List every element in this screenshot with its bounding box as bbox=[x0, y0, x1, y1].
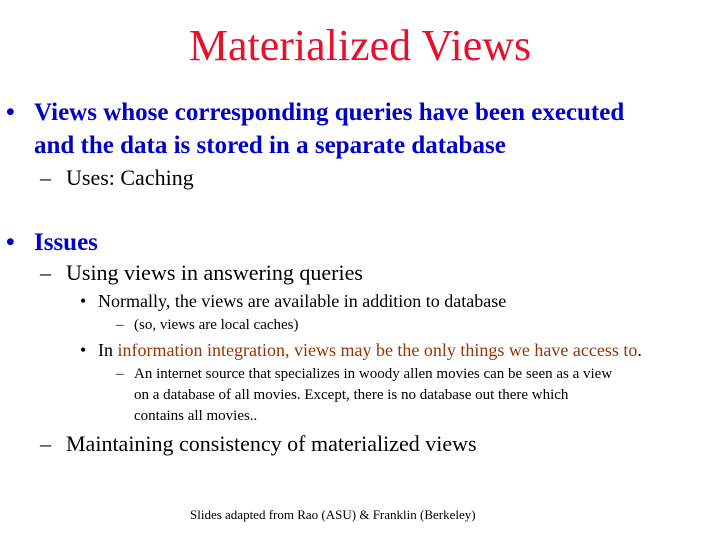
slide-footer: Slides adapted from Rao (ASU) & Franklin (Berkeley) bbox=[190, 507, 476, 522]
dash-marker: – bbox=[40, 431, 51, 456]
example-line: contains all movies.. bbox=[134, 408, 258, 424]
subbullet-local-caches: (so, views are local caches) bbox=[134, 317, 299, 333]
dash-marker: – bbox=[40, 165, 51, 190]
bullet-issues: Issues bbox=[34, 229, 98, 256]
highlight-text: information integration, views may be the only things we have access to bbox=[117, 340, 638, 360]
bullet-line: and the data is stored in a separate database bbox=[34, 132, 506, 159]
slide-title: Materialized Views bbox=[188, 21, 532, 70]
example-line: on a database of all movies. Except, there is no database out there which bbox=[134, 387, 569, 403]
subbullet-consistency: Maintaining consistency of materialized views bbox=[66, 431, 477, 456]
example-line: An internet source that specializes in woody allen movies can be seen as a view bbox=[134, 366, 613, 382]
dash-marker: – bbox=[40, 260, 51, 285]
subbullet-normally: Normally, the views are available in addition to database bbox=[98, 291, 507, 311]
bullet-marker: • bbox=[6, 99, 15, 126]
subbullet-answering-queries: Using views in answering queries bbox=[66, 260, 363, 285]
bullet-marker: • bbox=[80, 291, 87, 311]
text-prefix: In bbox=[98, 340, 118, 360]
bullet-marker: • bbox=[80, 340, 87, 360]
subbullet-uses: Uses: Caching bbox=[66, 165, 194, 190]
text-suffix: . bbox=[637, 340, 642, 360]
dash-marker: – bbox=[116, 317, 124, 333]
dash-marker: – bbox=[116, 366, 124, 382]
subbullet-woody-allen-example bbox=[134, 364, 612, 427]
bullet-line: Views whose corresponding queries have been executed bbox=[34, 99, 625, 126]
bullet-views-definition bbox=[34, 96, 624, 162]
bullet-marker: • bbox=[6, 229, 15, 256]
subbullet-information-integration bbox=[98, 339, 642, 362]
